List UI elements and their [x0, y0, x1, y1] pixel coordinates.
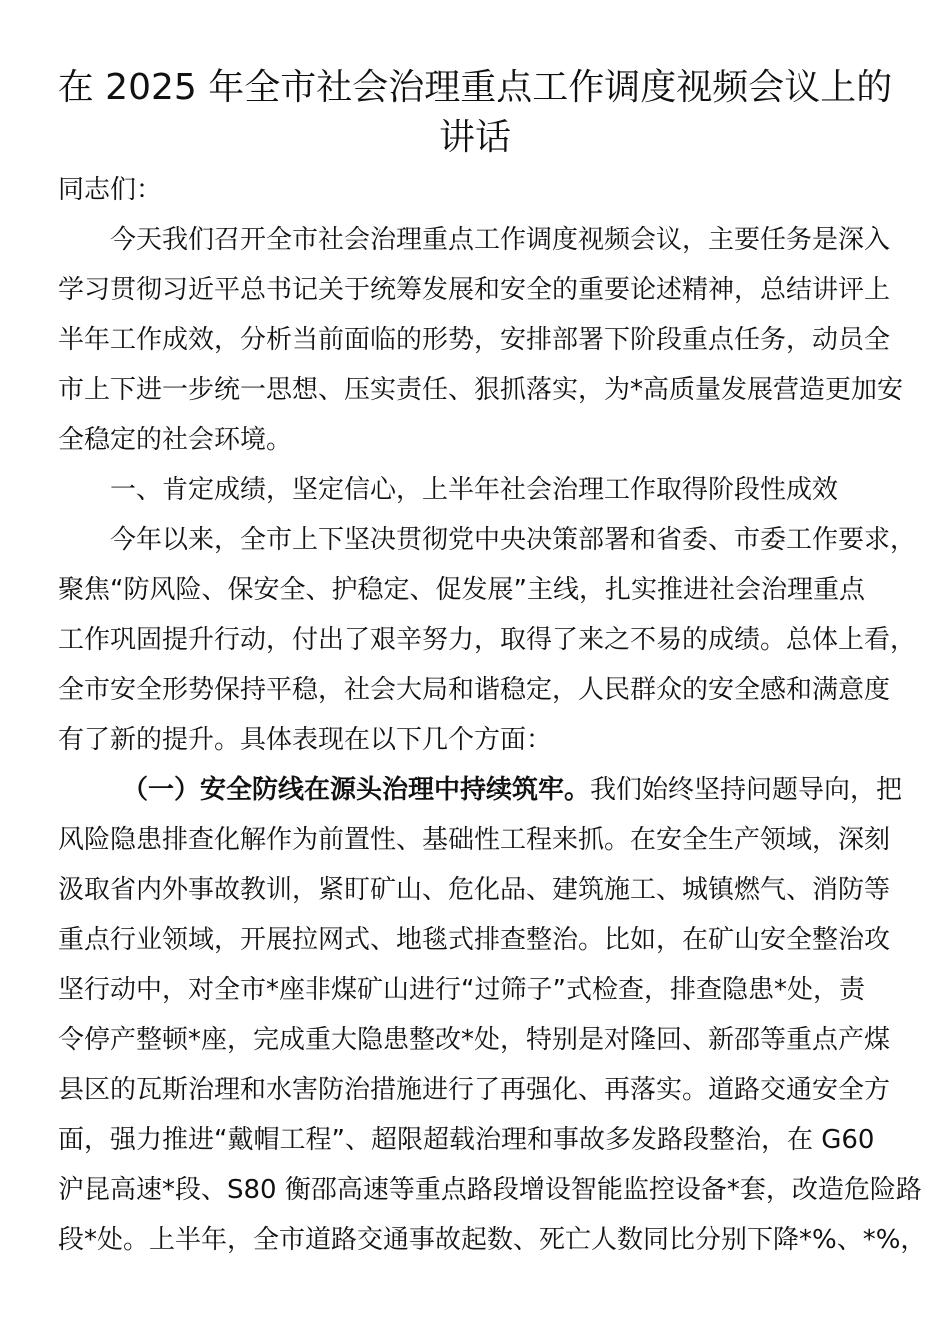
- paragraph-line: 今年以来，全市上下坚决贯彻党中央决策部署和省委、市委工作要求，: [58, 525, 917, 555]
- salutation: 同志们：: [58, 175, 163, 205]
- paragraph-line: 有了新的提升。具体表现在以下几个方面：: [58, 725, 553, 755]
- paragraph-line: 县区的瓦斯治理和水害防治措施进行了再强化、再落实。道路交通安全方: [58, 1075, 891, 1105]
- subsection-heading: （一）安全防线在源头治理中持续筑牢。: [122, 775, 591, 805]
- paragraph-line: 学习贯彻习近平总书记关于统筹发展和安全的重要论述精神，总结讲评上: [58, 275, 891, 305]
- paragraph-line: 汲取省内外事故教训，紧盯矿山、危化品、建筑施工、城镇燃气、消防等: [58, 875, 891, 905]
- paragraph-line: 今天我们召开全市社会治理重点工作调度视频会议，主要任务是深入: [58, 225, 891, 255]
- paragraph-line: 工作巩固提升行动，付出了艰辛努力，取得了来之不易的成绩。总体上看，: [58, 625, 917, 655]
- subsection-line: [122, 774, 902, 806]
- paragraph-line: 半年工作成效，分析当前面临的形势，安排部署下阶段重点任务，动员全: [58, 325, 891, 355]
- paragraph-line: 坚行动中，对全市*座非煤矿山进行“过筛子”式检查，排查隐患*处，责: [58, 975, 865, 1005]
- paragraph-line: 令停产整顿*座，完成重大隐患整改*处，特别是对隆回、新邵等重点产煤: [58, 1025, 891, 1055]
- document-title-line-2: 讲话: [438, 117, 511, 158]
- paragraph-line: 面，强力推进“戴帽工程”、超限超载治理和事故多发路段整治，在 G60: [58, 1125, 875, 1155]
- document-title-line-1: 在 2025 年全市社会治理重点工作调度视频会议上的: [57, 67, 893, 108]
- paragraph-line: 段*处。上半年，全市道路交通事故起数、死亡人数同比分别下降*%、*%，: [58, 1225, 927, 1255]
- paragraph-line: 风险隐患排查化解作为前置性、基础性工程来抓。在安全生产领域，深刻: [58, 825, 891, 855]
- paragraph-line: 沪昆高速*段、S80 衡邵高速等重点路段增设智能监控设备*套，改造危险路: [58, 1175, 922, 1205]
- paragraph-line: 市上下进一步统一思想、压实责任、狠抓落实，为*高质量发展营造更加安: [58, 375, 904, 405]
- subsection-text: 我们始终坚持问题导向，把: [590, 775, 903, 805]
- section-heading: 一、肯定成绩，坚定信心，上半年社会治理工作取得阶段性成效: [58, 475, 839, 505]
- paragraph-line: 重点行业领域，开展拉网式、地毯式排查整治。比如，在矿山安全整治攻: [58, 925, 891, 955]
- paragraph-line: 全稳定的社会环境。: [58, 425, 293, 455]
- paragraph-line: 全市安全形势保持平稳，社会大局和谐稳定，人民群众的安全感和满意度: [58, 675, 891, 705]
- paragraph-line: 聚焦“防风险、保安全、护稳定、促发展”主线，扎实推进社会治理重点: [58, 575, 865, 605]
